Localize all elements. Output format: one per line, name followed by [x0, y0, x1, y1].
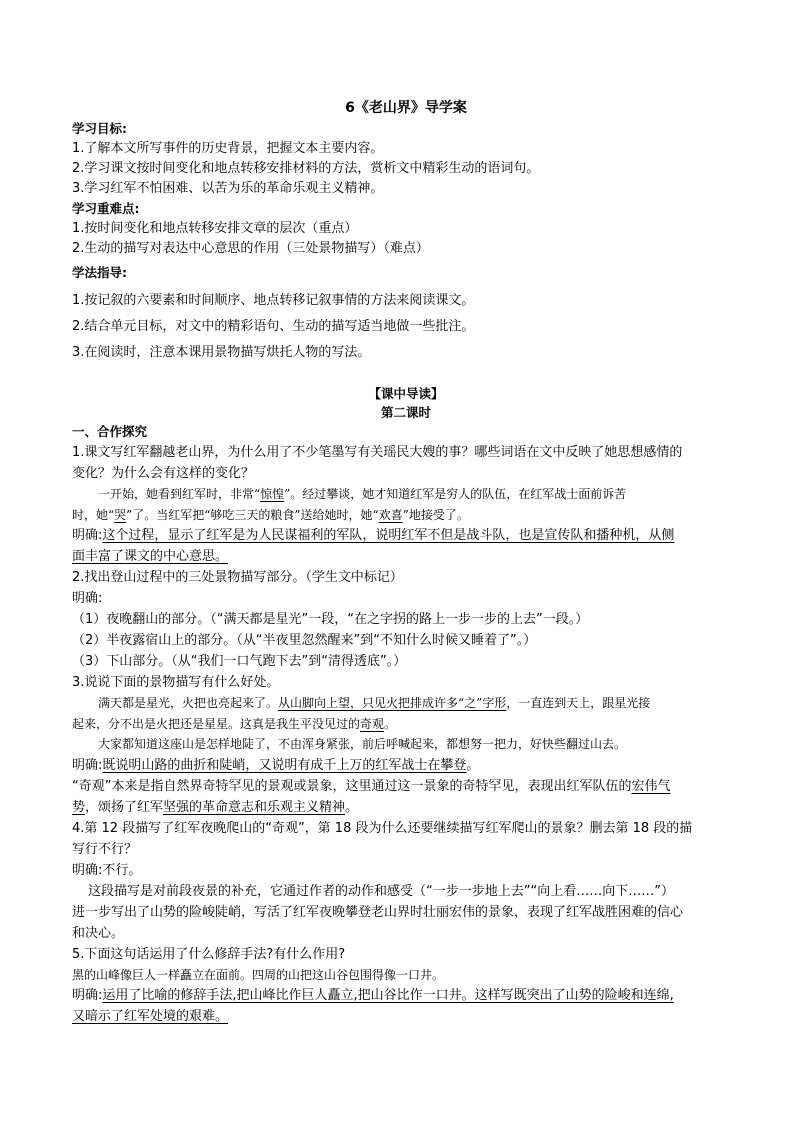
keypoint-item: 1.按时间变化和地点转移安排文章的层次（重点）: [72, 221, 358, 236]
answer-cont: 这段描写是对前段夜景的补充，它通过作者的动作和感受（“一步一步地上去”“向上看……向下……”）: [88, 883, 674, 899]
list-item: （2）半夜露宿山上的部分。（从“半夜里忽然醒来”到“不知什么时候又睡着了”。）: [72, 633, 537, 648]
question-3: 3.说说下面的景物描写有什么好处。: [72, 675, 280, 690]
goal-item: 2.学习课文按时间变化和地点转移安排材料的方法，赏析文中精彩生动的语词句。: [72, 161, 540, 176]
list-item: （3）下山部分。（从“我们一口气跑下去”到“清得透底”。）: [72, 654, 407, 669]
goal-item: 1.了解本文所写事件的历史背景，把握文本主要内容。: [72, 141, 384, 156]
question-2: 2.找出登山过程中的三处景物描写部分。（学生文中标记）: [72, 570, 403, 585]
class-heading: 【课中导读】: [368, 386, 444, 401]
method-item: 3.在阅读时，注意本课用景物描写烘托人物的写法。: [72, 345, 371, 360]
list-item: （1）夜晚翻山的部分。（“满天都是星光”一段，“在之字拐的路上一步一步的上去”一段。）: [72, 612, 589, 627]
question-4: 4.第 12 段描写了红军夜晚爬山的“奇观”，第 18 段为什么还要继续描写红军爬山的景象？删去第 18 段的描: [72, 820, 693, 836]
answer-cont: 又暗示了红军处境的艰难。: [72, 1009, 229, 1024]
page-title: 6《老山界》导学案: [345, 100, 467, 116]
method-item: 2.结合单元目标，对文中的精彩语句、生动的描写适当地做一些批注。: [72, 319, 475, 334]
quote-block: 满天都是星光，火把也亮起来了。从山脚向上望，只见火把排成许多“之”字形，一直连到天上，跟星光接: [98, 696, 651, 710]
question-5: 5.下面这句话运用了什么修辞手法?有什么作用?: [72, 946, 346, 962]
part-heading: 一、合作探究: [72, 424, 148, 439]
quote-block: 大家都知道这座山是怎样地陡了，不由浑身紧张，前后呼喊起来，都想努一把力，好快些翻过山去。: [98, 737, 627, 751]
question-1: 1.课文写红军翻越老山界，为什么用了不少笔墨写有关瑶民大嫂的事？哪些词语在文中反映了她思想感情的: [72, 445, 683, 460]
method-item: 1.按记叙的六要素和时间顺序、地点转移记叙事情的方法来阅读课文。: [72, 293, 475, 308]
answer: 明确:既说明山路的曲折和陡峭，又说明有成千上万的红军战士在攀登。: [72, 757, 480, 773]
quote-block: 起来，分不出是火把还是星星。这真是我生平没见过的奇观。: [72, 716, 397, 731]
quote-block: 一开始，她看到红军时，非常“惊惶”。经过攀谈，她才知道红军是穷人的队伍，在红军战士面前诉苦: [98, 487, 627, 501]
keyword-underline: 欢喜: [378, 507, 403, 522]
answer-cont: 和决心。: [72, 925, 125, 941]
keyword-underline: 哭: [114, 507, 127, 522]
goal-item: 3.学习红军不怕困难、以苦为乐的革命乐观主义精神。: [72, 181, 384, 196]
answer: 明确:不行。: [72, 862, 142, 878]
answer-cont: “奇观”本来是指自然界奇特罕见的景观或景象，这里通过这一景象的奇特罕见，表现出红军队伍的宏伟气: [72, 778, 671, 794]
question-1-cont: 变化？为什么会有这样的变化？: [72, 466, 255, 481]
answer-cont: 面丰富了课文的中心意思。: [72, 549, 229, 564]
keypoints-heading: 学习重难点:: [72, 201, 140, 216]
answer-label: 明确:: [72, 591, 103, 606]
answer: 明确:这个过程，显示了红军是为人民谋福利的军队，说明红军不但是战斗队，也是宣传队和播种机，从侧: [72, 528, 675, 543]
methods-heading: 学法指导:: [72, 265, 127, 280]
document-page: [72, 98, 740, 1027]
quote-block: 黑的山峰像巨人一样矗立在面前。四周的山把这山谷包围得像一口井。: [72, 967, 445, 982]
keypoint-item: 2.生动的描写对表达中心意思的作用（三处景物描写）（难点）: [72, 241, 429, 256]
question-4-cont: 写行不行？: [72, 841, 138, 857]
lesson-label: 第二课时: [380, 405, 431, 420]
answer-cont: 势，颂扬了红军坚强的革命意志和乐观主义精神。: [72, 799, 359, 815]
answer-cont: 进一步写出了山势的险峻陡峭，写活了红军夜晚攀登老山界时壮丽宏伟的景象，表现了红军战胜困难的信心: [72, 904, 684, 920]
quote-block: 时，她“哭”了。当红军把“够吃三天的粮食”送给她时，她“欢喜”地接受了。: [72, 507, 469, 522]
goals-heading: 学习目标:: [72, 121, 127, 136]
answer: 明确:运用了比喻的修辞手法,把山峰比作巨人矗立,把山谷比作一口井。这样写既突出了山势的险峻和连绵,: [72, 988, 674, 1003]
keyword-underline: 惊惶: [260, 487, 285, 501]
